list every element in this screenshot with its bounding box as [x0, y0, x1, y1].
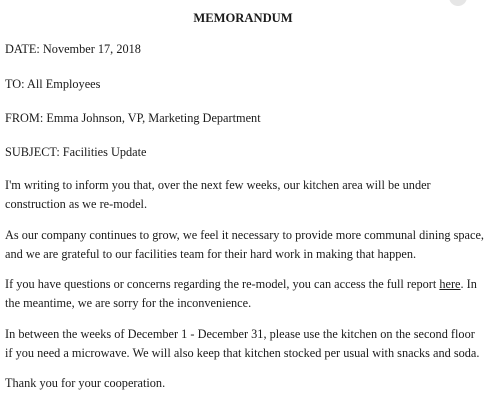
paragraph-kitchen-instructions	[5, 325, 479, 362]
paragraph-line: construction as we re-model.	[5, 196, 148, 211]
memo-from: FROM: Emma Johnson, VP, Marketing Department	[5, 111, 261, 125]
memo-subject: SUBJECT: Facilities Update	[5, 145, 147, 159]
memo-date: DATE: November 17, 2018	[5, 42, 141, 56]
paragraph-line	[5, 275, 479, 294]
paragraph-construction-notice	[5, 176, 479, 213]
memo-closing: Thank you for your cooperation.	[5, 376, 166, 390]
corner-overlay-button[interactable]	[449, 0, 467, 6]
memo-title: MEMORANDUM	[193, 11, 293, 25]
paragraph-line: the meantime, we are sorry for the inconvenience.	[5, 295, 252, 310]
paragraph-text: If you have questions or concerns regarding the re-model, you can access the full report	[5, 277, 440, 291]
paragraph-line: and we are grateful to our facilities team for their hard work in making that happen.	[5, 246, 417, 261]
paragraph-line: In between the weeks of December 1 - December 31, please use the kitchen on the second floor	[5, 327, 475, 341]
paragraph-line: if you need a microwave. We will also keep that kitchen stocked per usual with snacks and soda.	[5, 345, 480, 360]
report-link[interactable]: here	[439, 277, 461, 291]
paragraph-questions	[5, 275, 479, 312]
paragraph-growth	[5, 226, 484, 263]
paragraph-line: I'm writing to inform you that, over the next few weeks, our kitchen area will be under	[5, 178, 431, 192]
memo-to: TO: All Employees	[5, 77, 101, 91]
paragraph-line: As our company continues to grow, we feel it necessary to provide more communal dining space,	[5, 228, 484, 242]
paragraph-text: . In	[460, 277, 477, 291]
